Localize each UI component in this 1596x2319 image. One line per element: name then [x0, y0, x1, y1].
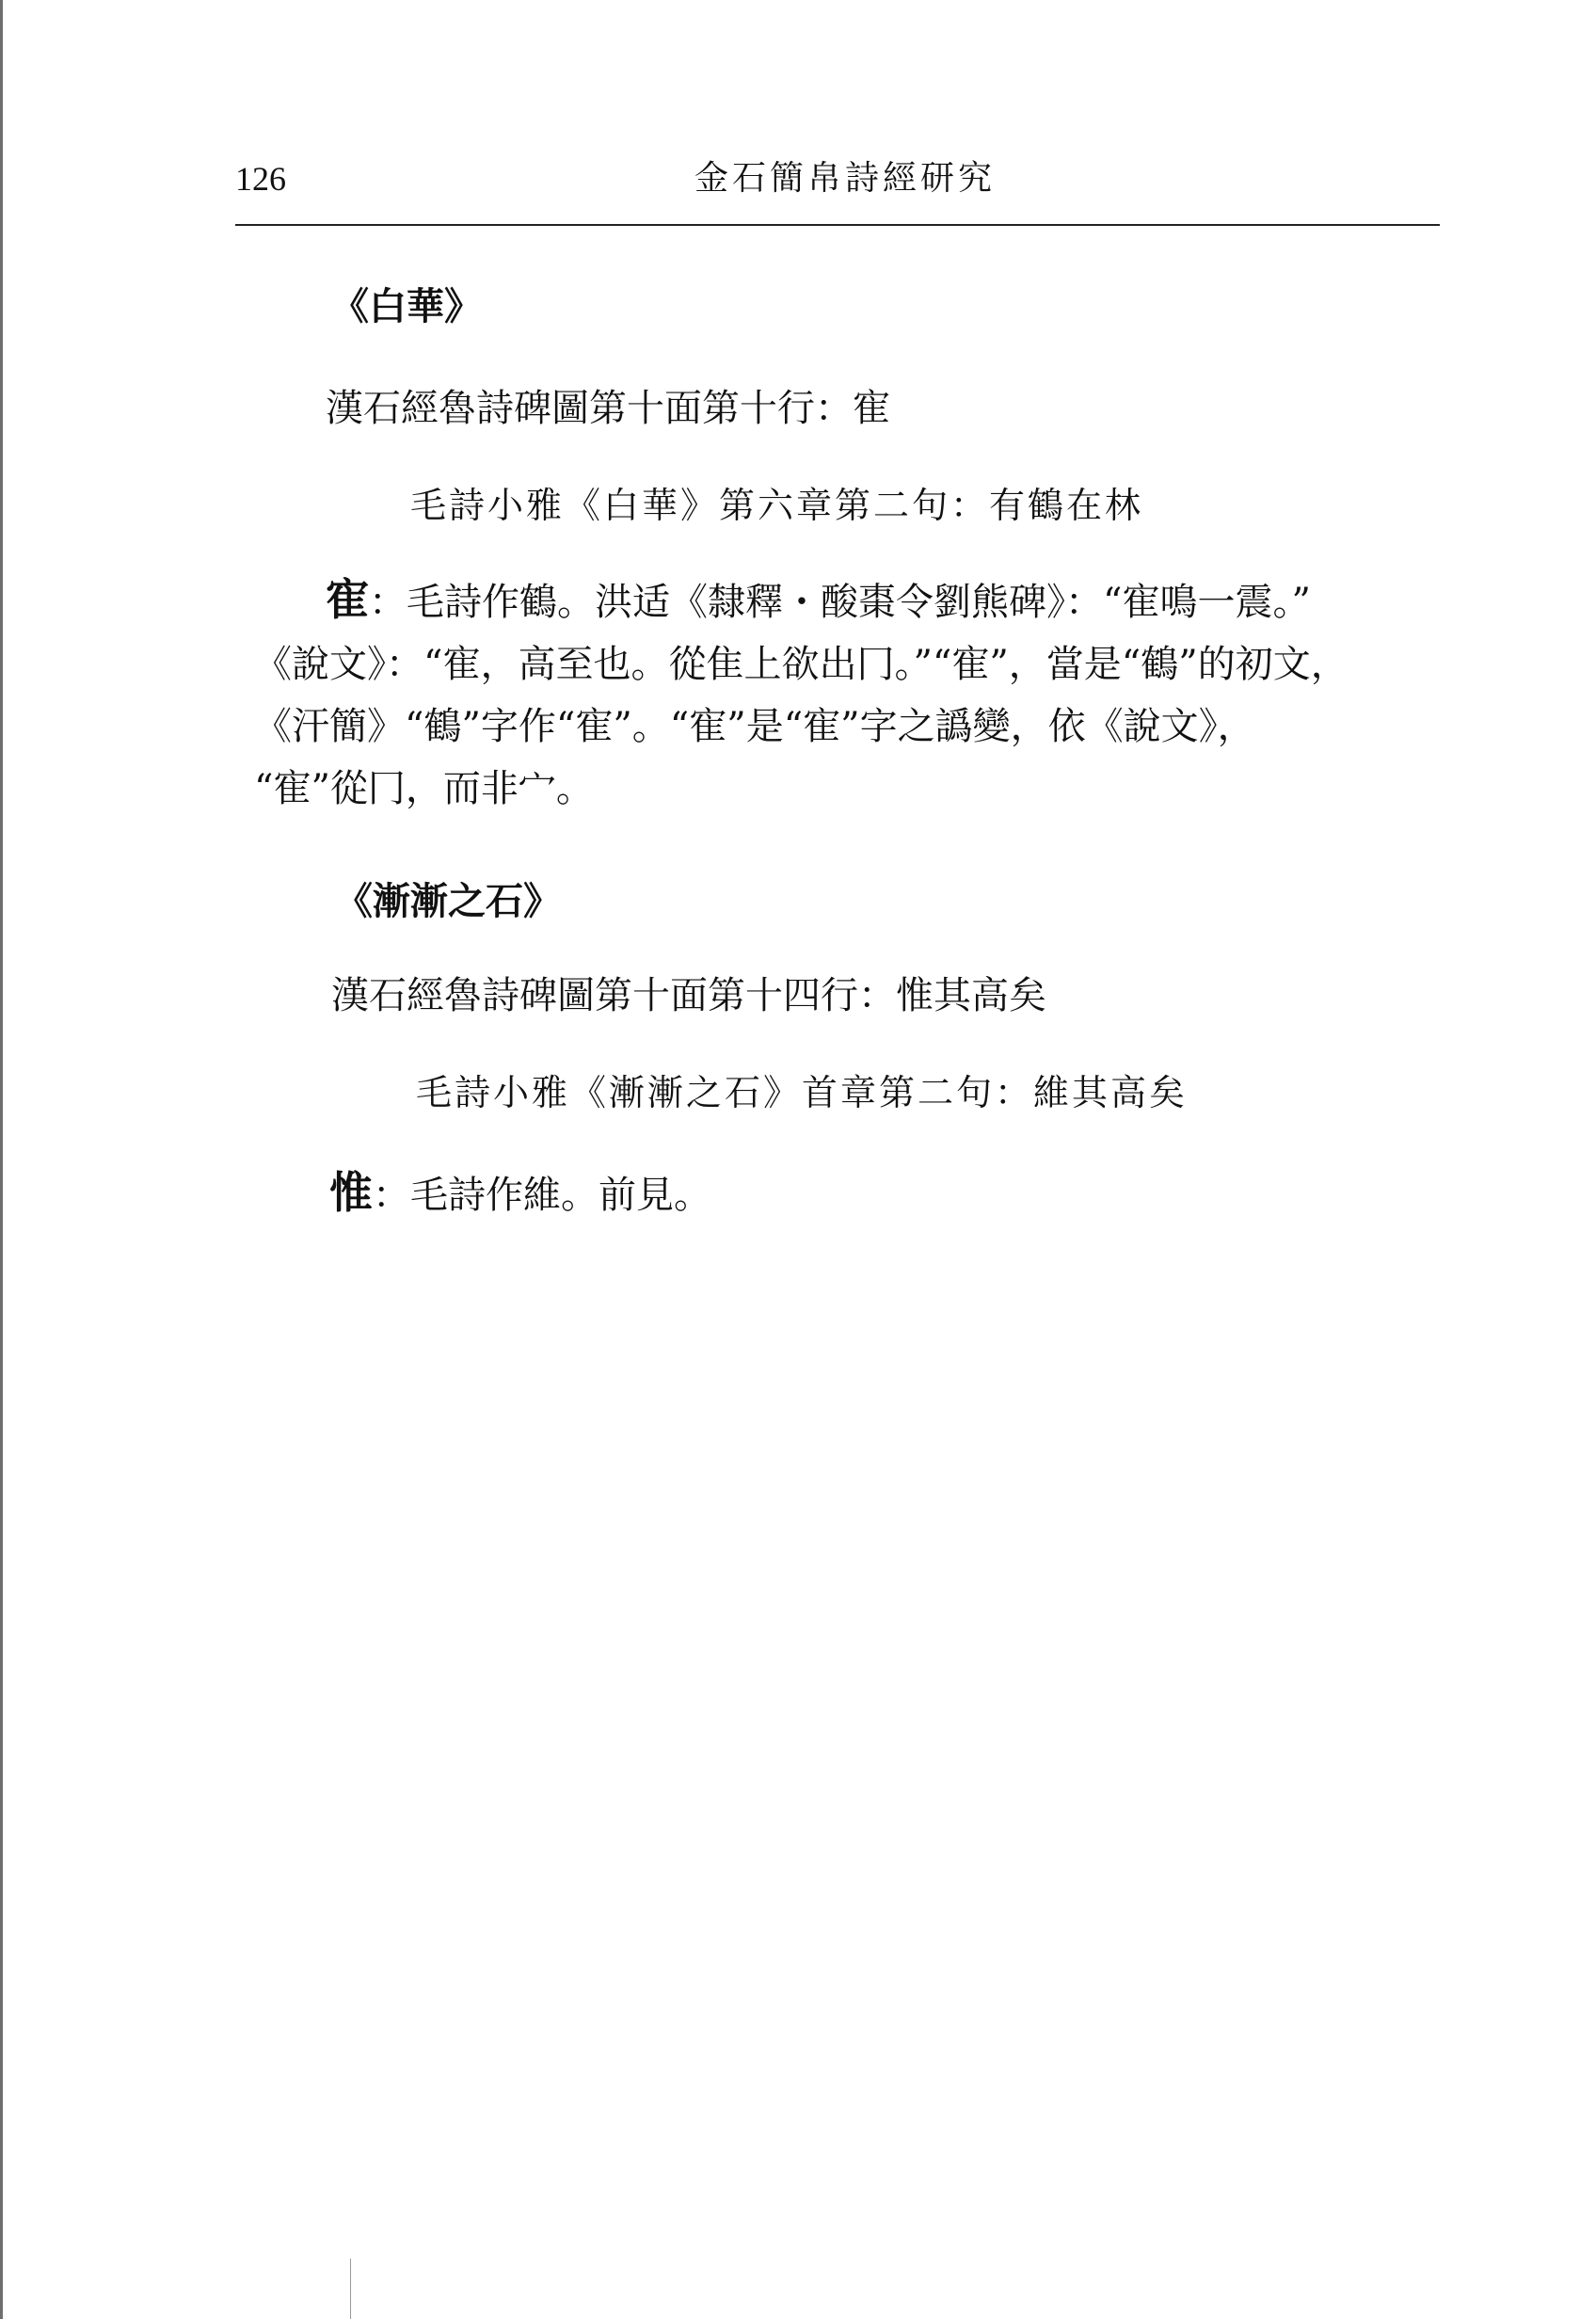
commentary-line: “寉”從冂，而非宀。: [254, 767, 594, 810]
commentary-paragraph: [254, 568, 1442, 820]
commentary-line: 寉：毛詩作鶴。洪适《隸釋・酸棗令劉熊碑》：“寉鳴一震。”: [326, 574, 1311, 625]
page-number: 126: [235, 160, 286, 198]
commentary-line: 《說文》：“寉，高至也。從隹上欲出冂。”“寉”，當是“鶴”的初文，: [254, 643, 1349, 686]
mao-shi-quote-line: 毛詩小雅《漸漸之石》首章第二句：維其高矣: [416, 1072, 1189, 1113]
mao-shi-quote-line: 毛詩小雅《白華》第六章第二句：有鶴在林: [410, 485, 1144, 526]
commentary-head-character: 惟: [329, 1167, 373, 1218]
section-title-baihua: 《白華》: [331, 285, 482, 328]
commentary-paragraph: [329, 1161, 1517, 1226]
stone-classic-source-line: 漢石經魯詩碑圖第十面第十四行：惟其高矣: [331, 974, 1046, 1017]
page-left-edge: [0, 0, 3, 2319]
commentary-line: 《汗簡》“鶴”字作“寉”。“寉”是“寉”字之譌變，依《說文》，: [254, 705, 1255, 748]
commentary-head-character: 寉: [326, 574, 369, 625]
scan-mark: [350, 2259, 351, 2319]
header-rule: [235, 224, 1440, 226]
commentary-line: 惟：毛詩作維。前見。: [329, 1167, 711, 1218]
stone-classic-source-line: 漢石經魯詩碑圖第十面第十行：寉: [326, 387, 890, 430]
section-title-jianjian-zhi-shi: 《漸漸之石》: [335, 880, 561, 923]
running-title: 金石簡帛詩經研究: [694, 159, 997, 198]
